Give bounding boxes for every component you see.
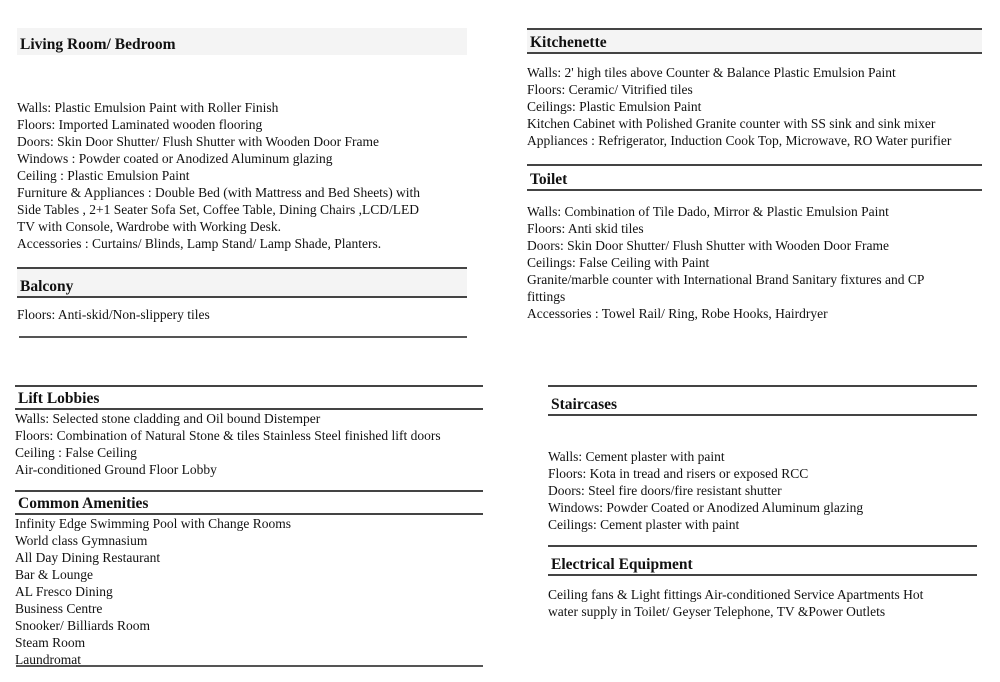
amenity-item: Steam Room xyxy=(15,635,86,650)
amenity-item: Infinity Edge Swimming Pool with Change Rooms xyxy=(15,516,291,531)
spec-line: Ceilings: Plastic Emulsion Paint xyxy=(527,99,702,114)
spec-line: Ceiling fans & Light fittings Air-conditioned Service Apartments Hot xyxy=(548,587,924,602)
balcony-section xyxy=(17,267,467,323)
spec-line: Doors: Skin Door Shutter/ Flush Shutter with Wooden Door Frame xyxy=(17,134,380,149)
common-amenities-title: Common Amenities xyxy=(15,490,483,515)
spec-line: Appliances : Refrigerator, Induction Cook Top, Microwave, RO Water purifier xyxy=(527,133,952,148)
spec-line: Ceiling : False Ceiling xyxy=(15,445,137,460)
kitchenette-section xyxy=(527,28,982,149)
spec-line: Floors: Anti skid tiles xyxy=(527,221,644,236)
lift-lobbies-section xyxy=(15,385,483,478)
balcony-title: Balcony xyxy=(17,267,467,298)
amenity-item: AL Fresco Dining xyxy=(15,584,113,599)
spec-line: Ceilings: False Ceiling with Paint xyxy=(527,255,710,270)
divider xyxy=(19,336,467,338)
spec-line: Floors: Ceramic/ Vitrified tiles xyxy=(527,82,693,97)
spec-line: Accessories : Curtains/ Blinds, Lamp Stand/ Lamp Shade, Planters. xyxy=(17,236,382,251)
spec-line: fittings xyxy=(527,289,566,304)
spec-line: Floors: Anti-skid/Non-slippery tiles xyxy=(17,307,210,322)
spec-line: Floors: Combination of Natural Stone & tiles Stainless Steel finished lift doors xyxy=(15,428,441,443)
amenity-item: Laundromat xyxy=(15,652,81,667)
living-room-title: Living Room/ Bedroom xyxy=(17,28,467,55)
electrical-title: Electrical Equipment xyxy=(548,545,977,576)
living-room-section xyxy=(17,28,467,252)
amenity-item: Business Centre xyxy=(15,601,103,616)
spec-line: Doors: Skin Door Shutter/ Flush Shutter with Wooden Door Frame xyxy=(527,238,890,253)
spec-line: Granite/marble counter with International Brand Sanitary fixtures and CP xyxy=(527,272,925,287)
amenity-item: World class Gymnasium xyxy=(15,533,148,548)
lift-lobbies-title: Lift Lobbies xyxy=(15,385,483,410)
spec-line: Air-conditioned Ground Floor Lobby xyxy=(15,462,217,477)
staircases-title: Staircases xyxy=(548,385,977,416)
spec-line: Walls: Combination of Tile Dado, Mirror & Plastic Emulsion Paint xyxy=(527,204,889,219)
spec-line: Kitchen Cabinet with Polished Granite counter with SS sink and sink mixer xyxy=(527,116,936,131)
spec-line: Side Tables , 2+1 Seater Sofa Set, Coffee Table, Dining Chairs ,LCD/LED xyxy=(17,202,420,217)
spec-line: Doors: Steel fire doors/fire resistant shutter xyxy=(548,483,782,498)
toilet-title: Toilet xyxy=(527,164,982,191)
spec-line: Windows : Powder coated or Anodized Aluminum glazing xyxy=(17,151,333,166)
spec-line: Accessories : Towel Rail/ Ring, Robe Hooks, Hairdryer xyxy=(527,306,828,321)
spec-line: Walls: 2' high tiles above Counter & Balance Plastic Emulsion Paint xyxy=(527,65,896,80)
spec-line: Floors: Imported Laminated wooden flooring xyxy=(17,117,263,132)
spec-line: Ceilings: Cement plaster with paint xyxy=(548,517,740,532)
spec-line: Ceiling : Plastic Emulsion Paint xyxy=(17,168,190,183)
spec-line: Walls: Cement plaster with paint xyxy=(548,449,725,464)
amenity-item: Snooker/ Billiards Room xyxy=(15,618,150,633)
spec-line: water supply in Toilet/ Geyser Telephone, TV &Power Outlets xyxy=(548,604,886,619)
amenity-item: Bar & Lounge xyxy=(15,567,93,582)
spec-line: Windows: Powder Coated or Anodized Aluminum glazing xyxy=(548,500,864,515)
amenity-item: All Day Dining Restaurant xyxy=(15,550,161,565)
electrical-section xyxy=(548,545,977,620)
spec-line: Floors: Kota in tread and risers or exposed RCC xyxy=(548,466,809,481)
spec-line: Walls: Selected stone cladding and Oil bound Distemper xyxy=(15,411,321,426)
spec-line: TV with Console, Wardrobe with Working Desk. xyxy=(17,219,282,234)
spec-line: Walls: Plastic Emulsion Paint with Roller Finish xyxy=(17,100,279,115)
spec-line: Furniture & Appliances : Double Bed (with Mattress and Bed Sheets) with xyxy=(17,185,421,200)
toilet-section xyxy=(527,164,982,322)
kitchenette-title: Kitchenette xyxy=(527,28,982,54)
staircases-section xyxy=(548,385,977,533)
common-amenities-section xyxy=(15,490,483,668)
divider xyxy=(16,665,483,667)
